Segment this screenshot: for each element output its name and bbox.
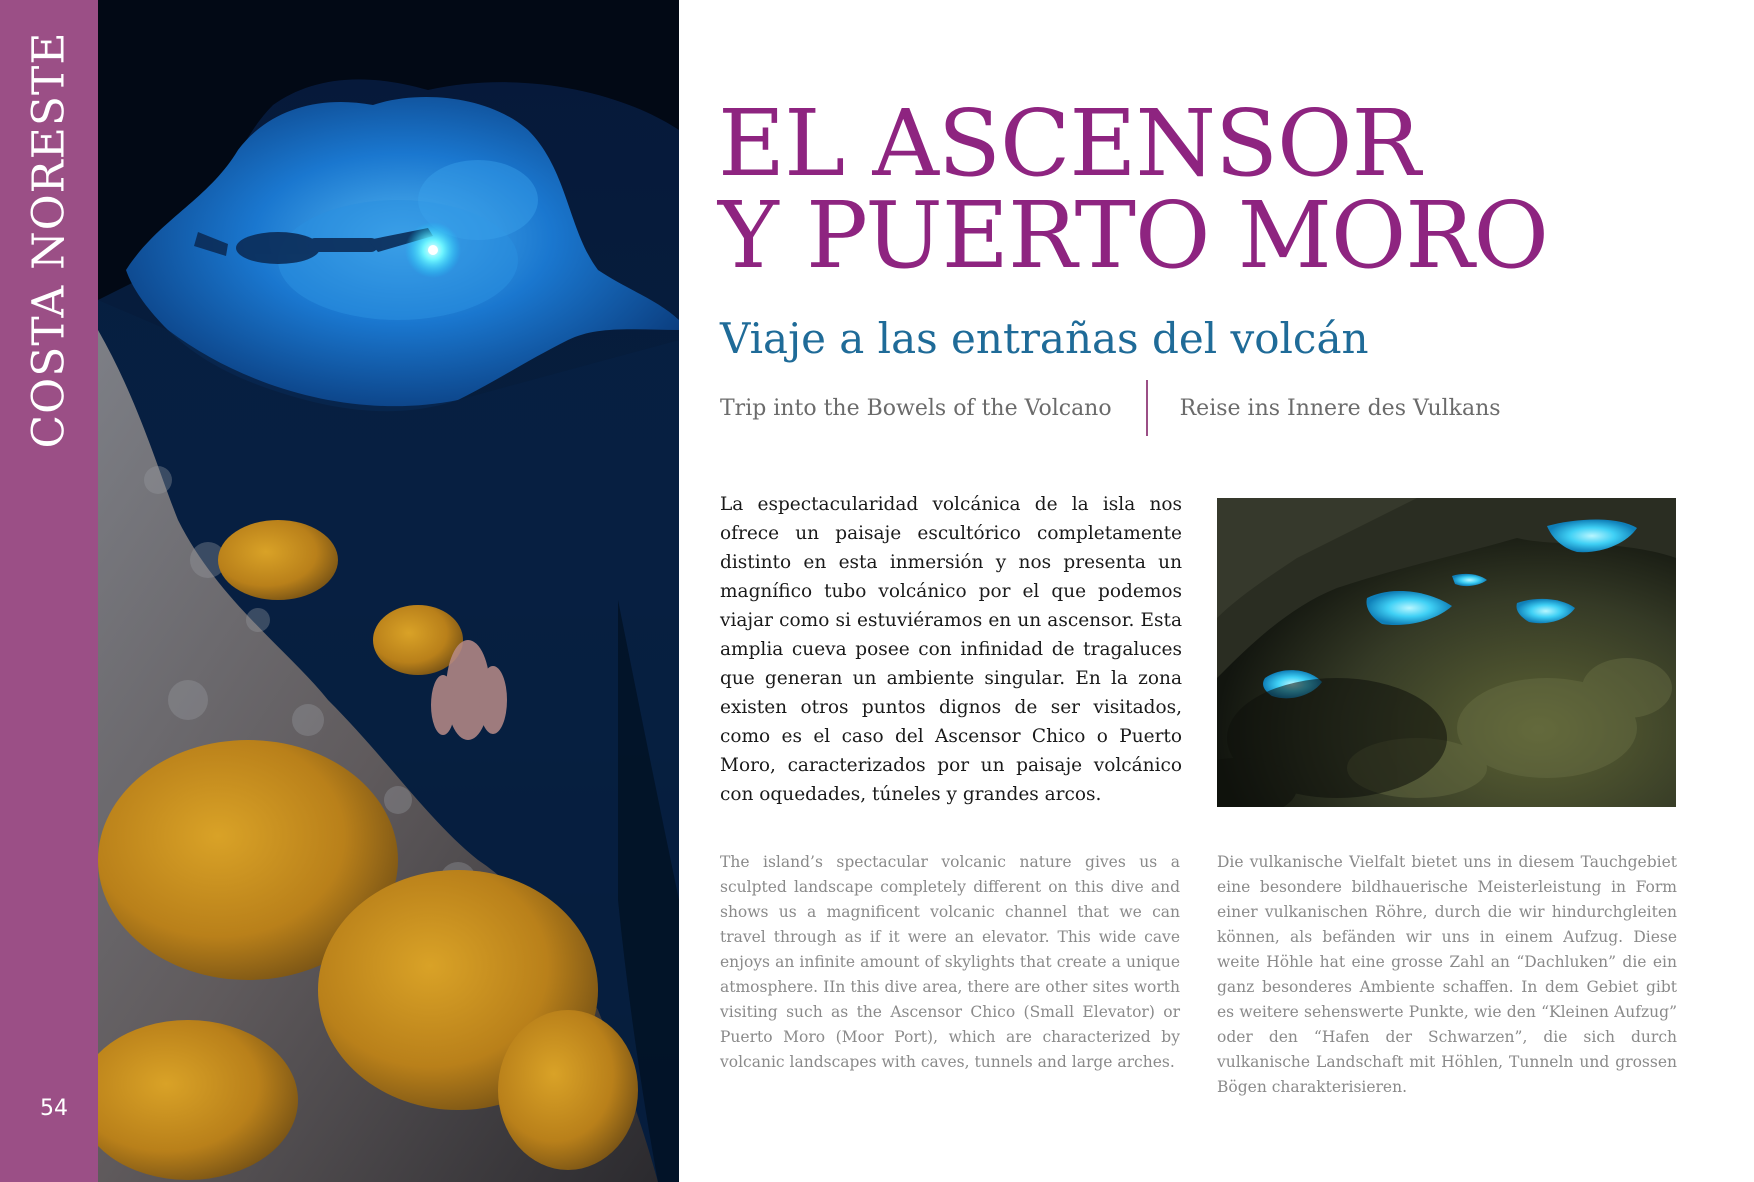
title-line-2: Y PUERTO MORO — [718, 182, 1548, 289]
translated-subtitles — [720, 380, 1501, 436]
cave-skylights-photo — [1217, 498, 1676, 807]
subtitle-divider — [1146, 380, 1148, 436]
article-title — [718, 90, 1548, 289]
section-band — [0, 0, 98, 1182]
page-number: 54 — [40, 1096, 68, 1121]
body-text-german: Die vulkanische Vielfalt bietet uns in diesem Tauchgebiet eine besondere bildhauerische Meisterleistung in Form einer vulkanischen Röhre, durch die wir hindurchgleiten können, als befänden wir uns in einem Aufzug. Diese weite Höhle hat eine grosse Zahl an “Dachluken” die ein ganz besonderes Ambiente schaffen. In dem Gebiet gibt es weitere sehenswerte Punkte, wie den “Kleinen Aufzug” oder den “Hafen der Schwarzen”, die sich durch vulkanische Landschaft mit Höhlen, Tunneln und grossen Bögen charakterisieren. — [1217, 853, 1677, 1096]
title-line-1: EL ASCENSOR — [718, 90, 1420, 197]
english-subtitle: Trip into the Bowels of the Volcano — [720, 395, 1112, 421]
cave-diver-photo — [98, 0, 679, 1182]
body-text-spanish: La espectacularidad volcánica de la isla nos ofrece un paisaje escultórico completamente distinto en esta inmersión y nos presenta un magnífico tubo volcánico por el que podemos viajar como si estuviéramos en un ascensor. Esta amplia cueva posee con infinidad de tragaluces que generan un ambiente singular. En la zona existen otros puntos dignos de ser visitados, como es el caso del Ascensor Chico o Puerto Moro, caracterizados por un paisaje volcánico con oquedades, túneles y grandes arcos. — [720, 494, 1182, 805]
german-subtitle: Reise ins Innere des Vulkans — [1179, 395, 1501, 421]
body-text-english: The island’s spectacular volcanic nature gives us a sculpted landscape completely different on this dive and shows us a magnificent volcanic channel that we can travel through as if it were an elevator. This wide cave enjoys an infinite amount of skylights that create a unique atmosphere. IIn this dive area, there are other sites worth visiting such as the Ascensor Chico (Small Elevator) or Puerto Moro (Moor Port), which are characterized by volcanic landscapes with caves, tunnels and large arches. — [720, 853, 1180, 1071]
article-subtitle: Viaje a las entrañas del volcán — [720, 314, 1369, 363]
section-title: COSTA NORESTE — [23, 31, 75, 449]
